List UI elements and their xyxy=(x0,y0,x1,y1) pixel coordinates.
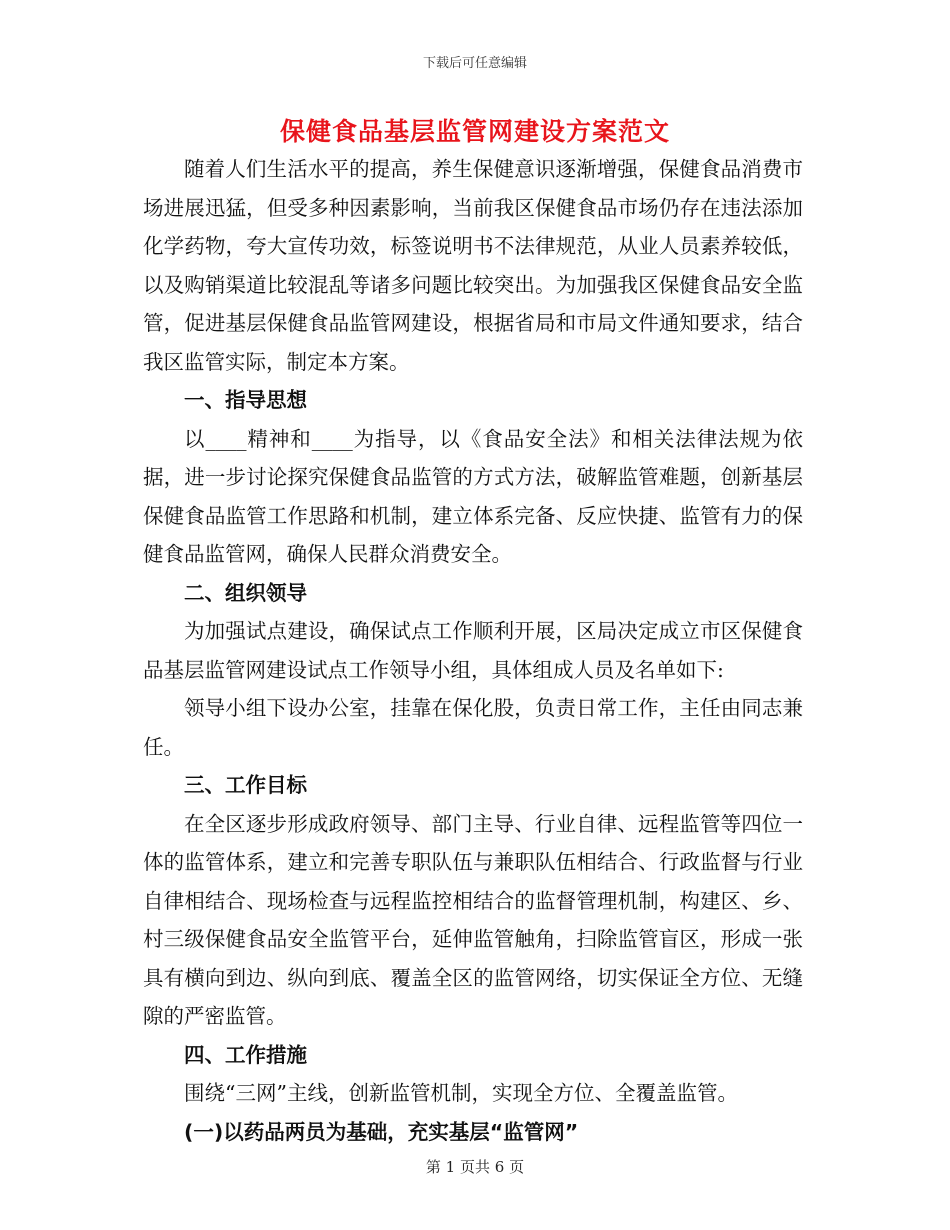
page-header: 下载后可任意编辑 xyxy=(422,56,527,71)
paragraph-guiding-thought: 以____精神和____为指导，以《食品安全法》和相关法律法规为依据，进一步讨论探究保健食品监管的方式方法，破解监管难题，创新基层保健食品监管工作思路和机制，建立体系完备、反应快捷、监管有力的保健食品监管网，确保人民群众消费安全。 xyxy=(143,426,803,566)
document-body xyxy=(143,150,803,1151)
subsection-heading: (一)以药品两员为基础，充实基层“监管网” xyxy=(184,1119,579,1144)
paragraph-organization-2: 领导小组下设办公室，挂靠在保化股，负责日常工作，主任由同志兼任。 xyxy=(143,696,803,759)
page-footer: 第 1 页共 6 页 xyxy=(425,1158,525,1176)
section-heading-guiding-thought: 一、指导思想 xyxy=(184,388,307,412)
section-heading-measures: 四、工作措施 xyxy=(184,1042,307,1067)
section-heading-organization: 二、组织领导 xyxy=(184,580,307,605)
paragraph-measures: 围绕“三网”主线，创新监管机制，实现全方位、全覆盖监管。 xyxy=(184,1081,738,1105)
document-title: 保健食品基层监管网建设方案范文 xyxy=(279,117,670,146)
intro-paragraph: 随着人们生活水平的提高，养生保健意识逐渐增强，保健食品消费市场进展迅猛，但受多种因素影响，当前我区保健食品市场仍存在违法添加化学药物，夸大宣传功效，标签说明书不法律规范，从业人员素养较低，以及购销渠道比较混乱等诸多问题比较突出。为加强我区保健食品安全监管，促进基层保健食品监管网建设，根据省局和市局文件通知要求，结合我区监管实际，制定本方案。 xyxy=(143,157,803,374)
paragraph-organization-1: 为加强试点建设，确保试点工作顺利开展，区局决定成立市区保健食品基层监管网建设试点工作领导小组，具体组成人员及名单如下: xyxy=(143,619,803,682)
paragraph-goals: 在全区逐步形成政府领导、部门主导、行业自律、远程监管等四位一体的监管体系，建立和完善专职队伍与兼职队伍相结合、行政监督与行业自律相结合、现场检查与远程监控相结合的监督管理机制，构建区、乡、村三级保健食品安全监管平台，延伸监管触角，扫除监管盲区，形成一张具有横向到边、纵向到底、覆盖全区的监管网络，切实保证全方位、无缝隙的严密监管。 xyxy=(143,811,803,1028)
section-heading-goals: 三、工作目标 xyxy=(184,773,307,797)
